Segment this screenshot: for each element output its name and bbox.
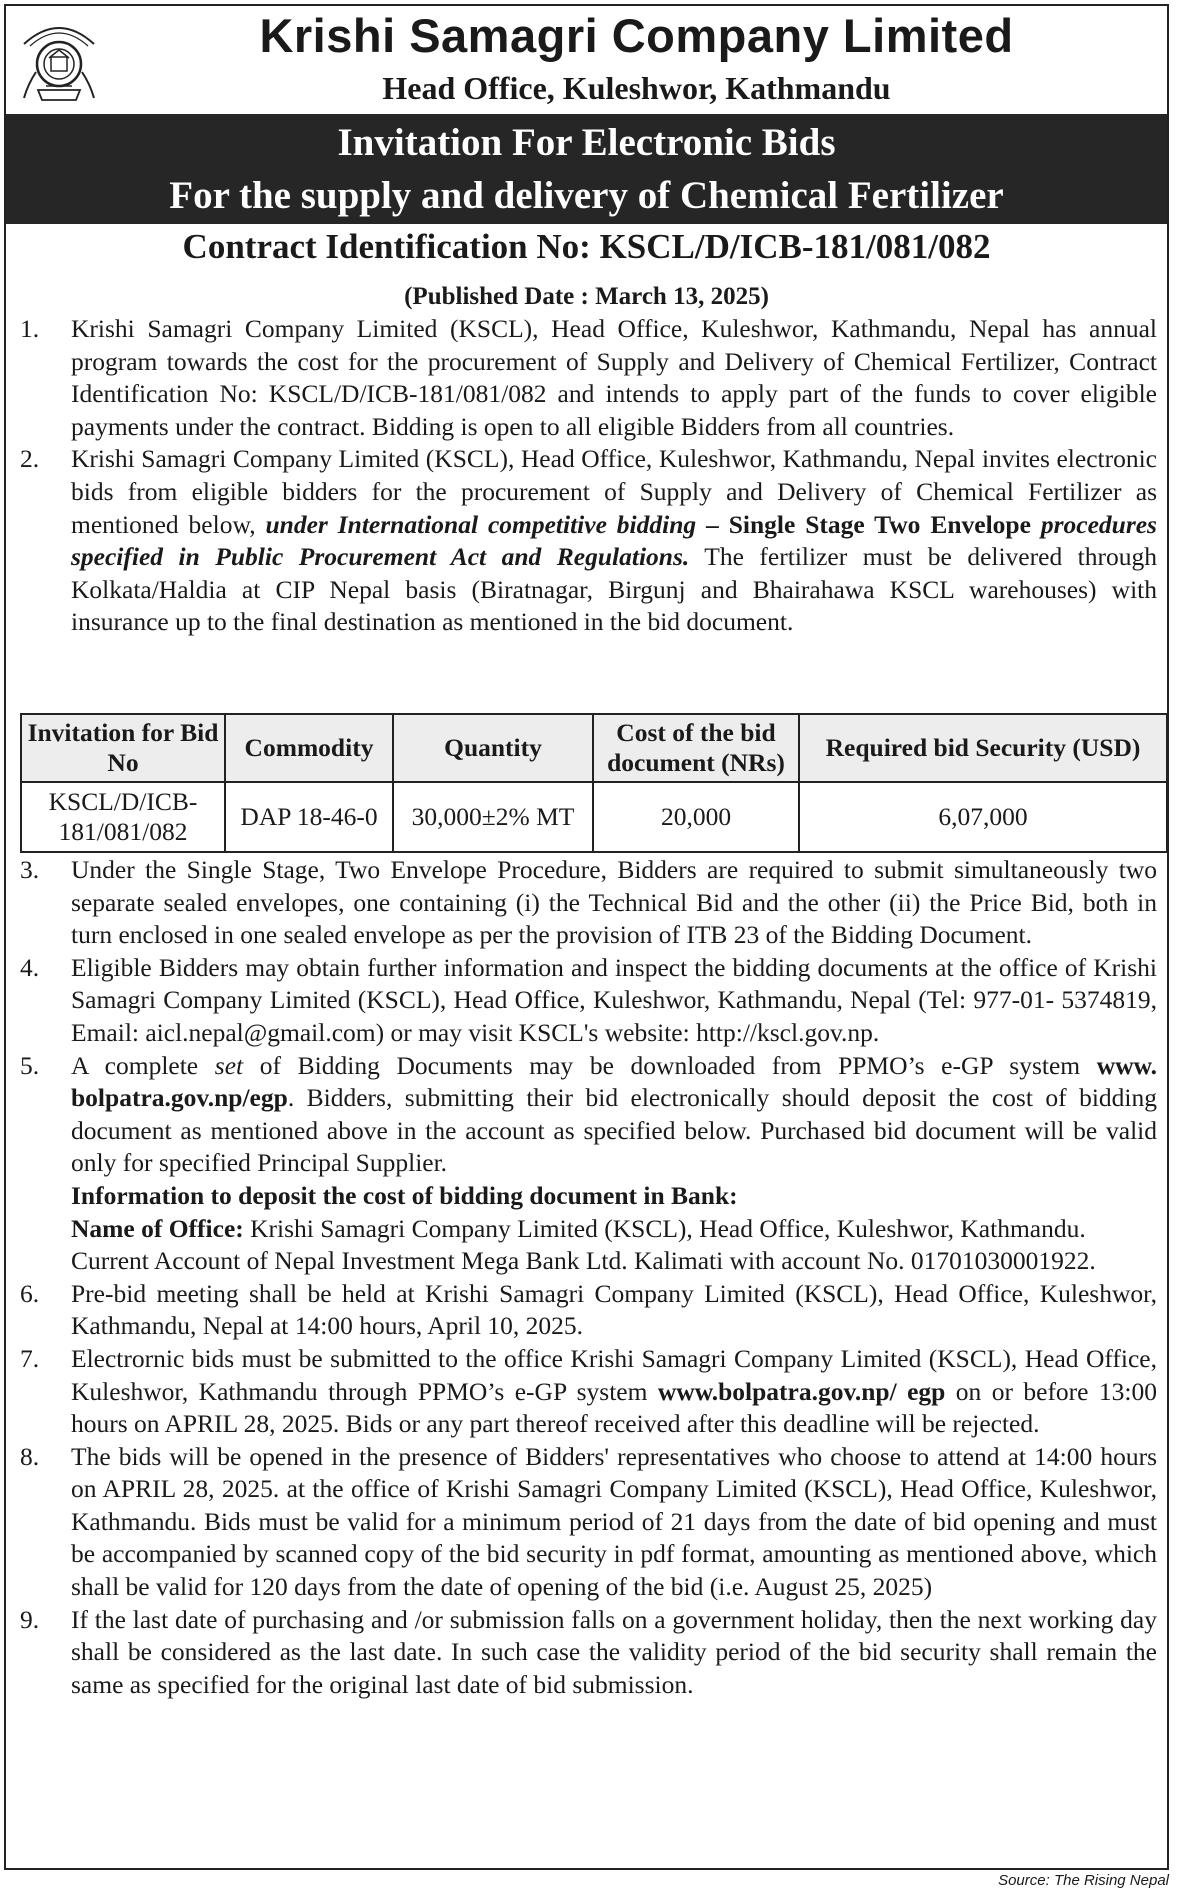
clause-4 xyxy=(20,952,1157,1050)
clause-text: If the last date of purchasing and /or submission falls on a government holiday, then the next working day shall be considered as the last date. In such case the validity period of the bid security shall remain the same as specified for the original last date of bid submission. xyxy=(71,1604,1157,1699)
table-cell: KSCL/D/ICB-181/081/082 xyxy=(21,782,225,852)
clause-emphasis: set xyxy=(214,1050,244,1080)
clause-5 xyxy=(20,1050,1157,1278)
clause-emphasis: under International competitive bidding xyxy=(265,509,697,539)
table-cell: 30,000±2% MT xyxy=(393,782,593,852)
clause-8 xyxy=(20,1441,1157,1604)
bank-account: Current Account of Nepal Investment Mega Bank Ltd. Kalimati with account No. 01701030001922. xyxy=(71,1246,1096,1276)
clause-number: 9. xyxy=(20,1604,40,1634)
office-address: Head Office, Kuleshwor, Kathmandu xyxy=(382,70,891,106)
clause-text: Krishi Samagri Company Limited (KSCL), Head Office, Kuleshwor, Kathmandu, Nepal invites electronic bids from eligible bidders for the procurement of Supply and Delivery of Chemical Fertilizer as mentioned below, xyxy=(71,444,1157,539)
col-header: Required bid Security (USD) xyxy=(799,714,1167,782)
notice-frame xyxy=(4,4,1169,1870)
clause-text: Electrornic bids must be submitted to the office Krishi Samagri Company Limited (KSCL), Head Office, Kuleshwor, Kathmandu through PPMO’s e-GP system xyxy=(71,1343,1157,1406)
clause-number: 7. xyxy=(20,1343,40,1373)
company-seal-icon xyxy=(16,14,102,106)
clause-9 xyxy=(20,1604,1157,1702)
clause-text: . Bidders, submitting their bid electronically should deposit the cost of bidding document as mentioned above in the account as specified below. Purchased bid document will be valid only for specified Principal Supplier. xyxy=(71,1083,1157,1178)
contract-id: Contract Identification No: KSCL/D/ICB-181/081/082 xyxy=(182,227,991,266)
table-row xyxy=(21,782,1167,852)
clause-6 xyxy=(20,1278,1157,1343)
section-bottom xyxy=(20,854,1157,1701)
clause-number: 4. xyxy=(20,952,40,982)
table-cell: 6,07,000 xyxy=(799,782,1167,852)
table-cell: 20,000 xyxy=(593,782,799,852)
office-name: Krishi Samagri Company Limited (KSCL), Head Office, Kuleshwor, Kathmandu. xyxy=(243,1213,1086,1243)
table-cell: DAP 18-46-0 xyxy=(225,782,393,852)
clause-text: on or before 13:00 hours on APRIL 28, 2025. Bids or any part thereof received after this deadline will be rejected. xyxy=(71,1376,1158,1439)
header xyxy=(6,6,1167,116)
col-header: Invitation for Bid No xyxy=(21,714,225,782)
office-label: Name of Office: xyxy=(71,1213,244,1243)
col-header: Quantity xyxy=(393,714,593,782)
clause-emphasis: procedures specified in Public Procurement Act and Regulations. xyxy=(71,509,1157,572)
clause-number: 5. xyxy=(20,1050,40,1080)
clause-text: The fertilizer must be delivered through Kolkata/Haldia at CIP Nepal basis (Biratnagar, Birgunj and Bhairahawa KSCL warehouses) with insurance up to the final destination as mentioned in the bid document. xyxy=(71,542,1158,637)
clause-number: 6. xyxy=(20,1278,40,1308)
banner-line-2: For the supply and delivery of Chemical Fertilizer xyxy=(169,174,1004,217)
col-header: Cost of the bid document (NRs) xyxy=(593,714,799,782)
clause-3 xyxy=(20,854,1157,952)
clause-text: Pre-bid meeting shall be held at Krishi Samagri Company Limited (KSCL), Head Office, Kuleshwor, Kathmandu, Nepal at 14:00 hours, April 10, 2025. xyxy=(71,1278,1157,1341)
clause-2 xyxy=(20,443,1157,639)
clause-text: The bids will be opened in the presence of Bidders' representatives who choose to attend at 14:00 hours on APRIL 28, 2025. at the office of Krishi Samagri Company Limited (KSCL), Head Office, Kuleshwor, Kathmandu. Bids must be valid for a minimum period of 21 days from the date of bid opening and must be accompanied by scanned copy of the bid security in pdf format, amounting as mentioned above, which shall be valid for 120 days from the date of opening of the bid (i.e. August 25, 2025) xyxy=(71,1441,1157,1602)
title-banner xyxy=(6,114,1167,224)
col-header: Commodity xyxy=(225,714,393,782)
bid-table xyxy=(20,713,1168,853)
table-header-row xyxy=(21,714,1167,782)
clause-emphasis: – Single Stage Two Envelope xyxy=(696,509,1041,539)
clause-text: Krishi Samagri Company Limited (KSCL), Head Office, Kuleshwor, Kathmandu, Nepal has annual program towards the cost for the procurement of Supply and Delivery of Chemical Fertilizer, Contract Identification No: KSCL/D/ICB-181/081/082 and intends to apply part of the funds to cover eligible payments under the contract. Bidding is open to all eligible Bidders from all countries. xyxy=(71,314,1157,441)
published-date: (Published Date : March 13, 2025) xyxy=(404,283,769,310)
section-top xyxy=(20,313,1157,639)
egp-link[interactable]: www. bolpatra.gov.np/egp xyxy=(71,1050,1158,1113)
clause-text: A complete xyxy=(71,1050,215,1080)
clause-number: 2. xyxy=(20,444,40,474)
banner-line-1: Invitation For Electronic Bids xyxy=(337,121,836,164)
clause-1 xyxy=(20,313,1157,443)
clause-text: of Bidding Documents may be downloaded from PPMO’s e-GP system xyxy=(243,1050,1097,1080)
egp-link[interactable]: www.bolpatra.gov.np/ egp xyxy=(657,1376,946,1406)
clause-7 xyxy=(20,1343,1157,1441)
source-credit: Source: The Rising Nepal xyxy=(998,1872,1169,1889)
clause-number: 1. xyxy=(20,314,40,343)
clause-text: Eligible Bidders may obtain further information and inspect the bidding documents at the office of Krishi Samagri Company Limited (KSCL), Head Office, Kuleshwor, Kathmandu, Nepal (Tel: 977-01- 5374819, Email: aicl.nepal@gmail.com) or may visit KSCL's website: http://kscl.gov.np. xyxy=(71,952,1157,1047)
clause-text: Under the Single Stage, Two Envelope Procedure, Bidders are required to submit simultaneously two separate sealed envelopes, one containing (i) the Technical Bid and the other (ii) the Price Bid, both in turn enclosed in one sealed envelope as per the provision of ITB 23 of the Bidding Document. xyxy=(71,855,1157,950)
clause-number: 3. xyxy=(20,855,40,884)
company-name: Krishi Samagri Company Limited xyxy=(259,9,1014,62)
bank-info-heading: Information to deposit the cost of bidding document in Bank: xyxy=(71,1180,738,1210)
clause-number: 8. xyxy=(20,1441,40,1471)
